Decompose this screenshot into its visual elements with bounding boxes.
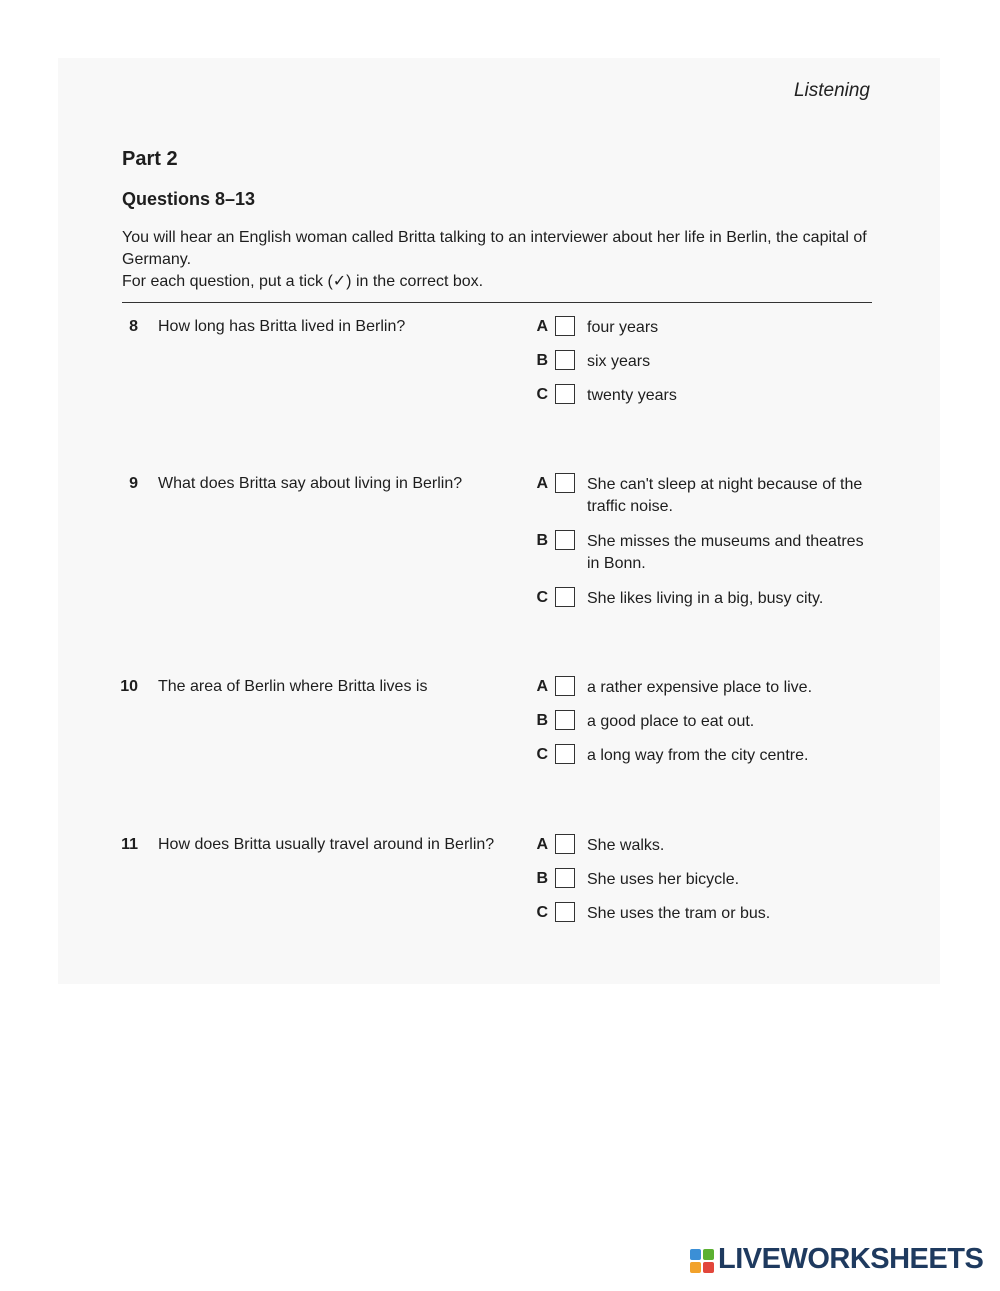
option-letter: C <box>536 746 548 763</box>
question-9-option-a[interactable] <box>530 473 880 519</box>
answer-checkbox[interactable] <box>555 530 575 550</box>
option-letter: A <box>536 475 548 492</box>
option-letter: C <box>536 589 548 606</box>
option-letter: A <box>536 678 548 695</box>
option-text: a good place to eat out. <box>587 713 755 730</box>
instructions-line-1: You will hear an English woman called Britta talking to an interviewer about her life in Berlin, the capital of Germany. <box>122 229 867 268</box>
answer-checkbox[interactable] <box>555 350 575 370</box>
divider <box>122 302 872 303</box>
option-text: four years <box>587 319 659 336</box>
option-text: She likes living in a big, busy city. <box>587 590 824 607</box>
liveworksheets-logo[interactable] <box>690 1243 990 1277</box>
section-label: Listening <box>793 80 870 101</box>
question-8-option-b[interactable] <box>530 350 880 374</box>
question-11-option-a[interactable] <box>530 834 880 858</box>
question-number: 11 <box>121 836 138 853</box>
option-text: twenty years <box>587 387 677 404</box>
answer-checkbox[interactable] <box>555 834 575 854</box>
question-number: 8 <box>129 318 138 335</box>
option-letter: B <box>536 712 548 729</box>
question-number: 9 <box>129 475 138 492</box>
instructions <box>122 227 872 293</box>
question-10-option-c[interactable] <box>530 744 880 768</box>
question-9-option-b[interactable] <box>530 530 880 576</box>
question-11-option-b[interactable] <box>530 868 880 892</box>
option-letter: C <box>536 386 548 403</box>
question-text: What does Britta say about living in Berlin? <box>158 475 463 492</box>
question-10-option-a[interactable] <box>530 676 880 700</box>
option-letter: B <box>536 870 548 887</box>
question-text: The area of Berlin where Britta lives is <box>158 678 428 695</box>
option-text: a rather expensive place to live. <box>587 679 813 696</box>
option-text: six years <box>587 353 651 370</box>
question-9-option-c[interactable] <box>530 587 880 611</box>
instructions-line-2: For each question, put a tick (✓) in the correct box. <box>122 273 484 290</box>
question-8-option-c[interactable] <box>530 384 880 408</box>
option-letter: C <box>536 904 548 921</box>
answer-checkbox[interactable] <box>555 587 575 607</box>
option-letter: A <box>536 836 548 853</box>
question-text: How does Britta usually travel around in Berlin? <box>158 836 495 853</box>
question-text: How long has Britta lived in Berlin? <box>158 318 406 335</box>
option-letter: B <box>536 532 548 549</box>
answer-checkbox[interactable] <box>555 710 575 730</box>
question-10-option-b[interactable] <box>530 710 880 734</box>
option-text: She misses the museums and theatres in Bonn. <box>587 533 864 572</box>
option-text: She can't sleep at night because of the traffic noise. <box>587 476 863 515</box>
questions-range-heading: Questions 8–13 <box>122 189 256 209</box>
answer-checkbox[interactable] <box>555 744 575 764</box>
logo-wordmark: LIVEWORKSHEETS <box>718 1243 984 1275</box>
answer-checkbox[interactable] <box>555 902 575 922</box>
option-letter: A <box>536 318 548 335</box>
option-text: She uses her bicycle. <box>587 871 740 888</box>
answer-checkbox[interactable] <box>555 316 575 336</box>
answer-checkbox[interactable] <box>555 868 575 888</box>
liveworksheets-blocks-icon <box>690 1249 714 1273</box>
answer-checkbox[interactable] <box>555 384 575 404</box>
answer-checkbox[interactable] <box>555 676 575 696</box>
part-title: Part 2 <box>122 148 178 170</box>
question-11-option-c[interactable] <box>530 902 880 926</box>
option-text: She uses the tram or bus. <box>587 905 771 922</box>
option-letter: B <box>536 352 548 369</box>
answer-checkbox[interactable] <box>555 473 575 493</box>
question-8-option-a[interactable] <box>530 316 880 340</box>
option-text: a long way from the city centre. <box>587 747 809 764</box>
option-text: She walks. <box>587 837 665 854</box>
question-number: 10 <box>120 678 138 695</box>
